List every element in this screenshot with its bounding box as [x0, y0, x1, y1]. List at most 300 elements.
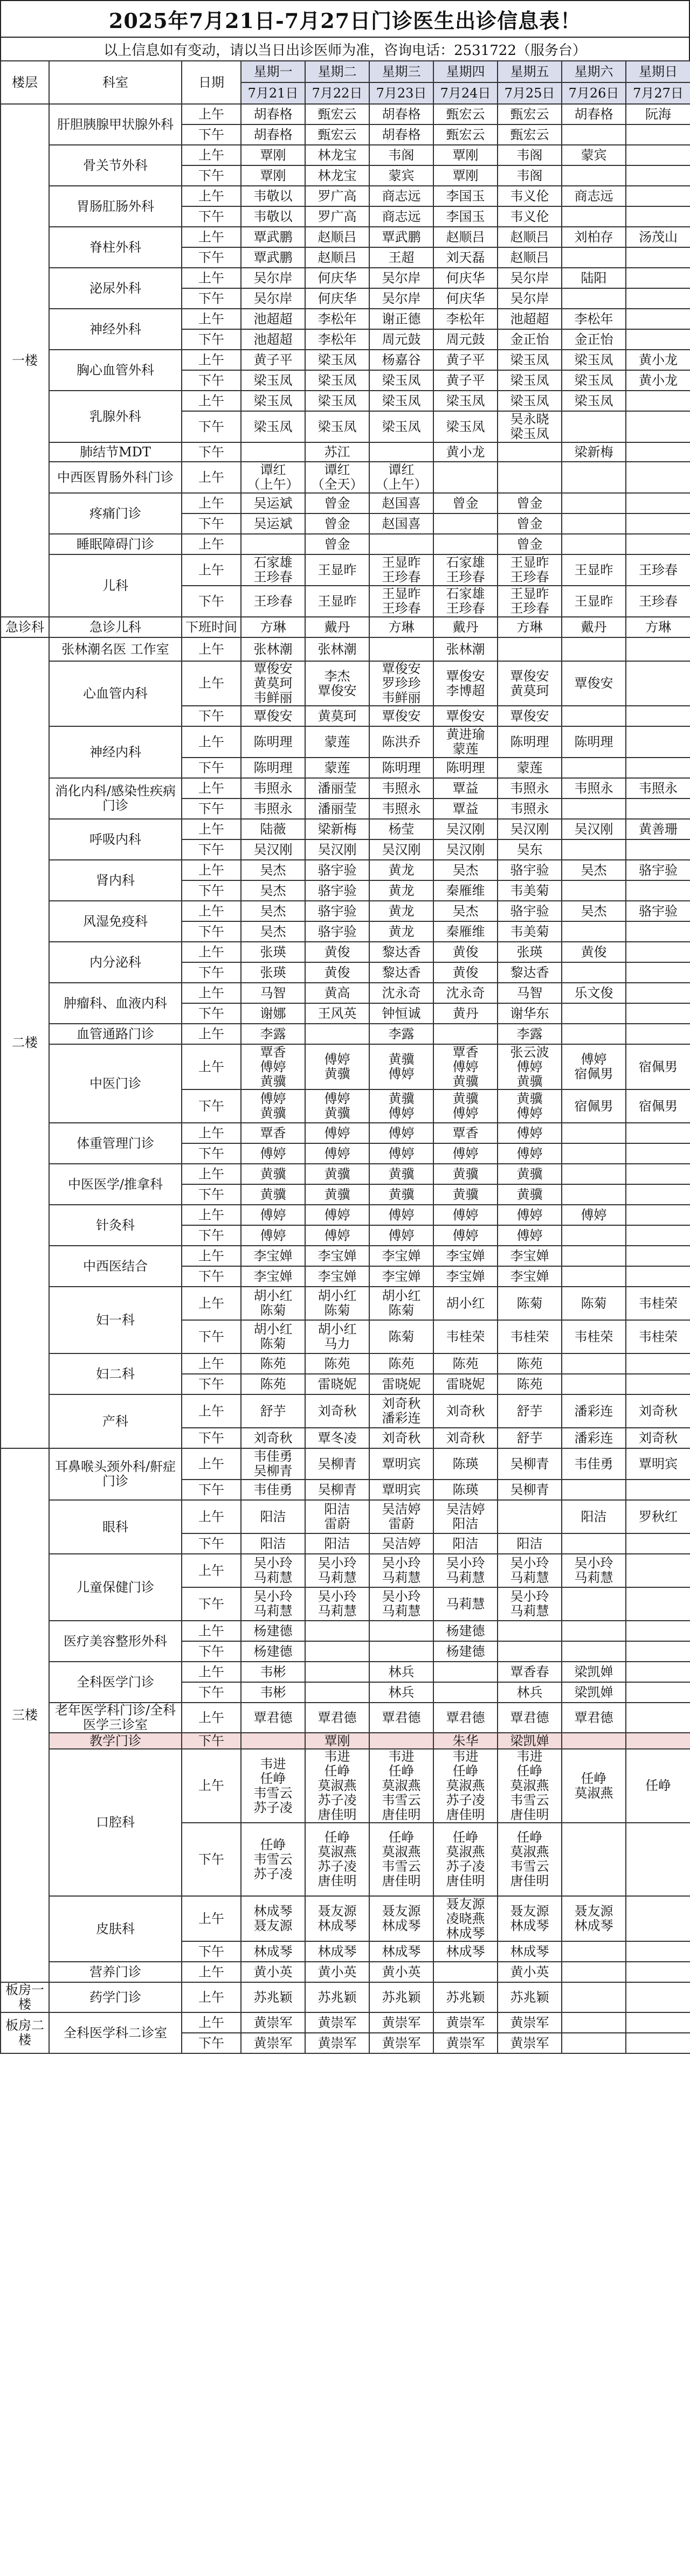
doctor-cell: 蒙莲: [498, 758, 562, 778]
doctor-cell: 罗广高: [305, 206, 369, 227]
doctor-cell: 林龙宝: [305, 145, 369, 165]
doctor-cell: 黄俊: [305, 962, 369, 983]
doctor-cell: 梁玉凤: [498, 391, 562, 411]
session-label: 上午: [182, 1662, 241, 1682]
doctor-cell: 李国玉: [433, 206, 498, 227]
doctor-cell: 吴柳青: [305, 1448, 369, 1480]
session-label: 下午: [182, 1374, 241, 1394]
session-label: 上午: [182, 860, 241, 880]
dept-name: 口腔科: [49, 1749, 182, 1896]
doctor-cell: [562, 288, 626, 309]
doctor-cell: 韦桂荣: [433, 1320, 498, 1353]
doctor-cell: 覃俊安: [241, 706, 305, 726]
table-row: [1, 493, 690, 513]
session-label: 上午: [182, 726, 241, 758]
doctor-cell: 梁凯婵: [562, 1682, 626, 1703]
date-header: 7月24日: [433, 82, 498, 104]
doctor-cell: 李国玉: [433, 186, 498, 206]
doctor-cell: 赵国喜: [369, 493, 433, 513]
table-row: [1, 1353, 690, 1374]
doctor-cell: 沈永奇: [433, 983, 498, 1003]
doctor-cell: 吴小玲 马莉慧: [498, 1587, 562, 1621]
doctor-cell: 黄龙: [369, 901, 433, 921]
doctor-cell: 傅婷: [369, 1123, 433, 1143]
doctor-cell: 池超超: [241, 309, 305, 329]
doctor-cell: 韦照永: [498, 799, 562, 819]
doctor-cell: 张林潮: [241, 637, 305, 661]
doctor-cell: 韦照永: [369, 778, 433, 799]
doctor-cell: 李宝婵: [369, 1266, 433, 1287]
doctor-cell: 梁玉凤: [241, 370, 305, 391]
table-row: [1, 186, 690, 206]
doctor-cell: 黄子平: [433, 350, 498, 370]
doctor-cell: 李松年: [305, 329, 369, 350]
doctor-cell: 王珍春: [626, 554, 690, 586]
doctor-cell: 覃香: [241, 1123, 305, 1143]
doctor-cell: 王显昨: [562, 586, 626, 617]
session-label: 上午: [182, 1044, 241, 1089]
session-label: 下午: [182, 288, 241, 309]
doctor-cell: 吴杰: [241, 880, 305, 901]
doctor-cell: 胡小红 陈菊: [241, 1287, 305, 1320]
doctor-cell: [562, 839, 626, 860]
session-label: 上午: [182, 554, 241, 586]
doctor-cell: [369, 442, 433, 462]
doctor-cell: [562, 1225, 626, 1246]
doctor-cell: [562, 637, 626, 661]
session-label: 下午: [182, 1320, 241, 1353]
doctor-cell: [433, 534, 498, 554]
doctor-cell: [562, 1024, 626, 1044]
weekday-header: 星期二: [305, 61, 369, 82]
doctor-cell: [562, 921, 626, 942]
doctor-cell: 刘奇秋: [369, 1428, 433, 1448]
doctor-cell: 舒芋: [241, 1394, 305, 1428]
doctor-cell: 吴小玲 马莉慧: [433, 1554, 498, 1587]
dept-name: 体重管理门诊: [49, 1123, 182, 1164]
doctor-cell: 陈明理: [433, 758, 498, 778]
doctor-cell: 赵国喜: [369, 513, 433, 534]
session-label: 上午: [182, 983, 241, 1003]
doctor-cell: 吴洁婷 阳洁: [433, 1500, 498, 1533]
doctor-cell: 黄龙: [369, 860, 433, 880]
doctor-cell: 覃俊安 罗珍珍 韦鲜丽: [369, 661, 433, 706]
doctor-cell: [562, 962, 626, 983]
dept-name: 儿童保健门诊: [49, 1554, 182, 1621]
doctor-cell: [305, 1641, 369, 1662]
dept-name: 脊柱外科: [49, 227, 182, 268]
doctor-cell: [626, 921, 690, 942]
doctor-cell: 杨建德: [433, 1621, 498, 1641]
session-label: 下午: [182, 513, 241, 534]
doctor-cell: [626, 288, 690, 309]
doctor-cell: 胡春格: [369, 124, 433, 145]
doctor-cell: 秦雁维: [433, 921, 498, 942]
doctor-cell: 商志远: [369, 206, 433, 227]
doctor-cell: [562, 462, 626, 493]
floor-label: 急诊科: [1, 617, 49, 637]
doctor-cell: [562, 513, 626, 534]
session-label: 下午: [182, 921, 241, 942]
doctor-cell: 阳洁: [498, 1533, 562, 1554]
doctor-cell: 黄骥: [433, 1164, 498, 1184]
table-row: [1, 661, 690, 706]
doctor-cell: 赵顺吕: [305, 247, 369, 268]
doctor-cell: 何庆华: [305, 288, 369, 309]
table-row: [1, 1044, 690, 1089]
doctor-cell: 戴丹: [562, 617, 626, 637]
doctor-cell: [498, 462, 562, 493]
doctor-cell: 黄骥: [433, 1184, 498, 1205]
doctor-cell: 黄骥 傅婷: [433, 1089, 498, 1123]
session-label: 下午: [182, 1682, 241, 1703]
doctor-cell: 骆宇验: [305, 860, 369, 880]
doctor-cell: 梁玉凤: [433, 411, 498, 442]
doctor-cell: 黄骥: [241, 1184, 305, 1205]
doctor-cell: 韦桂荣: [626, 1320, 690, 1353]
doctor-cell: 胡小红 陈菊: [305, 1287, 369, 1320]
dept-name: 全科医学门诊: [49, 1662, 182, 1703]
doctor-cell: 黄俊: [305, 942, 369, 962]
table-row: [1, 637, 690, 661]
doctor-cell: 王显昨 王珍春: [498, 554, 562, 586]
doctor-cell: [626, 1641, 690, 1662]
schedule-table: [0, 60, 690, 2054]
doctor-cell: 谢娜: [241, 1003, 305, 1024]
session-label: 上午: [182, 1024, 241, 1044]
doctor-cell: 潘丽莹: [305, 778, 369, 799]
session-label: 上午: [182, 350, 241, 370]
doctor-cell: 罗广高: [305, 186, 369, 206]
doctor-cell: [305, 1662, 369, 1682]
doctor-cell: [626, 165, 690, 186]
doctor-cell: 覃君德: [305, 1703, 369, 1733]
doctor-cell: 黄崇军: [241, 2012, 305, 2033]
doctor-cell: 韦彬: [241, 1682, 305, 1703]
doctor-cell: 覃冬凌: [305, 1428, 369, 1448]
doctor-cell: [626, 1374, 690, 1394]
doctor-cell: 覃香春: [498, 1662, 562, 1682]
doctor-cell: 韦阁: [498, 145, 562, 165]
doctor-cell: 吴小玲 马莉慧: [241, 1587, 305, 1621]
doctor-cell: 黄崇军: [305, 2033, 369, 2053]
table-row: [1, 1962, 690, 1982]
doctor-cell: 林龙宝: [305, 165, 369, 186]
doctor-cell: 傅婷: [498, 1143, 562, 1164]
doctor-cell: 杨莹: [369, 819, 433, 839]
doctor-cell: 戴丹: [305, 617, 369, 637]
doctor-cell: [562, 1982, 626, 2012]
doctor-cell: 韦照永: [369, 799, 433, 819]
doctor-cell: 韦照永: [498, 778, 562, 799]
doctor-cell: 吴小玲 马莉慧: [241, 1554, 305, 1587]
doctor-cell: 覃刚: [241, 165, 305, 186]
doctor-cell: 宿佩男: [626, 1089, 690, 1123]
floor-label: 二楼: [1, 637, 49, 1448]
doctor-cell: 刘奇秋: [433, 1428, 498, 1448]
doctor-cell: 覃武鹏: [369, 227, 433, 247]
doctor-cell: 刘天磊: [433, 247, 498, 268]
session-label: 上午: [182, 2012, 241, 2033]
doctor-cell: [433, 1682, 498, 1703]
doctor-cell: 韦美菊: [498, 880, 562, 901]
doctor-cell: 覃香: [433, 1123, 498, 1143]
doctor-cell: [626, 758, 690, 778]
doctor-cell: 周元鼓: [433, 329, 498, 350]
doctor-cell: 曾金: [305, 534, 369, 554]
doctor-cell: 苏兆颖: [305, 1982, 369, 2012]
doctor-cell: 赵顺吕: [498, 227, 562, 247]
doctor-cell: [626, 513, 690, 534]
doctor-cell: [305, 1024, 369, 1044]
dept-name: 疼痛门诊: [49, 493, 182, 534]
doctor-cell: [305, 1682, 369, 1703]
doctor-cell: 吴尔岸: [241, 288, 305, 309]
doctor-cell: [369, 637, 433, 661]
session-label: 上午: [182, 1896, 241, 1941]
session-label: 下午: [182, 1266, 241, 1287]
table-row: [1, 1164, 690, 1184]
doctor-cell: [562, 1621, 626, 1641]
doctor-cell: [626, 1266, 690, 1287]
session-label: 上午: [182, 1500, 241, 1533]
dept-name: 胃肠肛肠外科: [49, 186, 182, 227]
doctor-cell: 黄骥 傅婷: [369, 1089, 433, 1123]
doctor-cell: 方琳: [369, 617, 433, 637]
doctor-cell: 吴小玲 马莉慧: [562, 1554, 626, 1587]
doctor-cell: 梁凯婵: [498, 1733, 562, 1749]
doctor-cell: [626, 1982, 690, 2012]
doctor-cell: 吴汉刚: [433, 819, 498, 839]
doctor-cell: 陈瑛: [433, 1480, 498, 1500]
doctor-cell: 吴杰: [562, 901, 626, 921]
doctor-cell: 吴汉刚: [241, 839, 305, 860]
doctor-cell: [562, 1123, 626, 1143]
doctor-cell: 舒芋: [498, 1394, 562, 1428]
session-label: 上午: [182, 1205, 241, 1225]
doctor-cell: 马智: [241, 983, 305, 1003]
doctor-cell: 覃俊安: [498, 706, 562, 726]
doctor-cell: 刘奇秋: [433, 1394, 498, 1428]
doctor-cell: 陈苑: [498, 1353, 562, 1374]
doctor-cell: 金正怡: [562, 329, 626, 350]
doctor-cell: 韦照永: [241, 799, 305, 819]
table-row: [1, 1024, 690, 1044]
table-row: [1, 1500, 690, 1533]
doctor-cell: 陈菊: [562, 1287, 626, 1320]
table-row: [1, 1703, 690, 1733]
doctor-cell: 黄俊: [562, 942, 626, 962]
doctor-cell: 傅婷: [498, 1205, 562, 1225]
table-row: [1, 462, 690, 493]
doctor-cell: 傅婷: [562, 1205, 626, 1225]
weekday-header: 星期五: [498, 61, 562, 82]
doctor-cell: 苏兆颖: [369, 1982, 433, 2012]
doctor-cell: 任峥 莫淑燕: [562, 1749, 626, 1823]
doctor-cell: [626, 186, 690, 206]
doctor-cell: 梁新梅: [305, 819, 369, 839]
doctor-cell: 李露: [369, 1024, 433, 1044]
doctor-cell: 覃武鹏: [241, 247, 305, 268]
session-label: 下午: [182, 880, 241, 901]
doctor-cell: [305, 1621, 369, 1641]
doctor-cell: 韦敬以: [241, 206, 305, 227]
table-row: [1, 1394, 690, 1428]
doctor-cell: 韦佳勇: [562, 1448, 626, 1480]
date-header: 7月22日: [305, 82, 369, 104]
doctor-cell: 黄小龙: [433, 442, 498, 462]
dept-name: 中西医胃肠外科门诊: [49, 462, 182, 493]
doctor-cell: 覃刚: [433, 165, 498, 186]
dept-name: 皮肤科: [49, 1896, 182, 1962]
dept-name: 营养门诊: [49, 1962, 182, 1982]
dept-name: 产科: [49, 1394, 182, 1448]
doctor-cell: [626, 799, 690, 819]
doctor-cell: [626, 1662, 690, 1682]
session-label: 下午: [182, 370, 241, 391]
doctor-cell: 黄龙: [369, 880, 433, 901]
doctor-cell: 池超超: [241, 329, 305, 350]
table-row: [1, 534, 690, 554]
doctor-cell: 傅婷 黄骥: [305, 1044, 369, 1089]
doctor-cell: 覃武鹏: [241, 227, 305, 247]
doctor-cell: 罗秋红: [626, 1500, 690, 1533]
doctor-cell: 林兵: [498, 1682, 562, 1703]
doctor-cell: [626, 145, 690, 165]
doctor-cell: 韦桂荣: [626, 1287, 690, 1320]
doctor-cell: [562, 1941, 626, 1962]
doctor-cell: [626, 983, 690, 1003]
doctor-cell: 聂友源 林成琴: [562, 1896, 626, 1941]
session-label: 下午: [182, 1941, 241, 1962]
doctor-cell: 刘奇秋: [241, 1428, 305, 1448]
doctor-cell: 梁玉凤: [498, 370, 562, 391]
floor-label: 三楼: [1, 1448, 49, 1982]
session-label: 上午: [182, 1353, 241, 1374]
doctor-cell: 王风英: [305, 1003, 369, 1024]
doctor-cell: 任峥 莫淑燕 韦雪云 唐佳明: [498, 1823, 562, 1896]
dept-name: 全科医学科二诊室: [49, 2012, 182, 2053]
doctor-cell: 谭红 （上午）: [369, 462, 433, 493]
doctor-cell: 梁凯婵: [562, 1662, 626, 1682]
weekday-header: 星期日: [626, 61, 690, 82]
doctor-cell: 黄崇军: [433, 2033, 498, 2053]
doctor-cell: 黎达香: [498, 962, 562, 983]
doctor-cell: 潘彩连: [562, 1394, 626, 1428]
doctor-cell: [626, 2012, 690, 2033]
doctor-cell: 石家雄 王珍春: [241, 554, 305, 586]
dept-name: 肝胆胰腺甲状腺外科: [49, 104, 182, 145]
doctor-cell: [562, 1353, 626, 1374]
doctor-cell: 杨嘉谷: [369, 350, 433, 370]
doctor-cell: 梁玉凤: [498, 350, 562, 370]
doctor-cell: 骆宇验: [305, 921, 369, 942]
doctor-cell: [562, 1164, 626, 1184]
session-label: 下午: [182, 247, 241, 268]
doctor-cell: 黄崇军: [433, 2012, 498, 2033]
doctor-cell: 陈瑛: [433, 1448, 498, 1480]
doctor-cell: [626, 329, 690, 350]
doctor-cell: 傅婷: [433, 1205, 498, 1225]
doctor-cell: 李露: [498, 1024, 562, 1044]
dept-name: 药学门诊: [49, 1982, 182, 2012]
doctor-cell: 梁玉凤: [369, 411, 433, 442]
doctor-cell: 黄骥: [241, 1164, 305, 1184]
doctor-cell: 李宝婵: [241, 1266, 305, 1287]
doctor-cell: 吴尔岸: [498, 288, 562, 309]
session-label: 上午: [182, 1164, 241, 1184]
doctor-cell: [626, 1353, 690, 1374]
doctor-cell: 黄进瑜 蒙莲: [433, 726, 498, 758]
doctor-cell: 傅婷: [305, 1225, 369, 1246]
doctor-cell: [626, 493, 690, 513]
session-label: 下午: [182, 329, 241, 350]
table-row: [1, 1621, 690, 1641]
doctor-cell: [562, 1246, 626, 1266]
doctor-cell: [626, 726, 690, 758]
doctor-cell: 骆宇验: [626, 901, 690, 921]
doctor-cell: 胡春格: [562, 104, 626, 124]
doctor-cell: 蒙宾: [562, 145, 626, 165]
doctor-cell: 李宝婵: [369, 1246, 433, 1266]
dept-name: 神经外科: [49, 309, 182, 350]
doctor-cell: 李宝婵: [241, 1246, 305, 1266]
doctor-cell: 黄骥: [369, 1164, 433, 1184]
doctor-cell: 李露: [241, 1024, 305, 1044]
doctor-cell: 王显昨: [305, 554, 369, 586]
doctor-cell: 黄子平: [433, 370, 498, 391]
doctor-cell: 覃明宾: [626, 1448, 690, 1480]
doctor-cell: 吴小玲 马莉慧: [305, 1554, 369, 1587]
dept-name: 呼吸内科: [49, 819, 182, 860]
doctor-cell: 吴汉刚: [562, 819, 626, 839]
doctor-cell: 黄崇军: [498, 2012, 562, 2033]
doctor-cell: 傅婷: [241, 1143, 305, 1164]
doctor-cell: 傅婷: [433, 1225, 498, 1246]
doctor-cell: 吴柳青: [498, 1448, 562, 1480]
session-label: 上午: [182, 145, 241, 165]
doctor-cell: 赵顺吕: [305, 227, 369, 247]
doctor-cell: 韦桂荣: [498, 1320, 562, 1353]
doctor-cell: 覃俊安 黄莫珂: [498, 661, 562, 706]
doctor-cell: 刘奇秋: [305, 1394, 369, 1428]
doctor-cell: 韦佳勇 吴柳青: [241, 1448, 305, 1480]
doctor-cell: [369, 534, 433, 554]
doctor-cell: 吴杰: [562, 860, 626, 880]
doctor-cell: 黄小龙: [626, 370, 690, 391]
session-label: 上午: [182, 104, 241, 124]
doctor-cell: 韦义伦: [498, 186, 562, 206]
doctor-cell: 覃俊安 李博超: [433, 661, 498, 706]
doctor-cell: 方琳: [241, 617, 305, 637]
session-label: 下午: [182, 2033, 241, 2053]
doctor-cell: 刘奇秋 潘彩连: [369, 1394, 433, 1428]
doctor-cell: 覃俊安: [562, 661, 626, 706]
doctor-cell: [498, 1641, 562, 1662]
session-label: 下午: [182, 124, 241, 145]
doctor-cell: [626, 1246, 690, 1266]
doctor-cell: [562, 1143, 626, 1164]
table-row: [1, 554, 690, 586]
table-row: [1, 617, 690, 637]
doctor-cell: [626, 1682, 690, 1703]
doctor-cell: 黄丹: [433, 1003, 498, 1024]
doctor-cell: 陆薇: [241, 819, 305, 839]
table-row: [1, 942, 690, 962]
doctor-cell: [562, 1374, 626, 1394]
doctor-cell: [241, 534, 305, 554]
doctor-cell: 王显昨 王珍春: [369, 554, 433, 586]
